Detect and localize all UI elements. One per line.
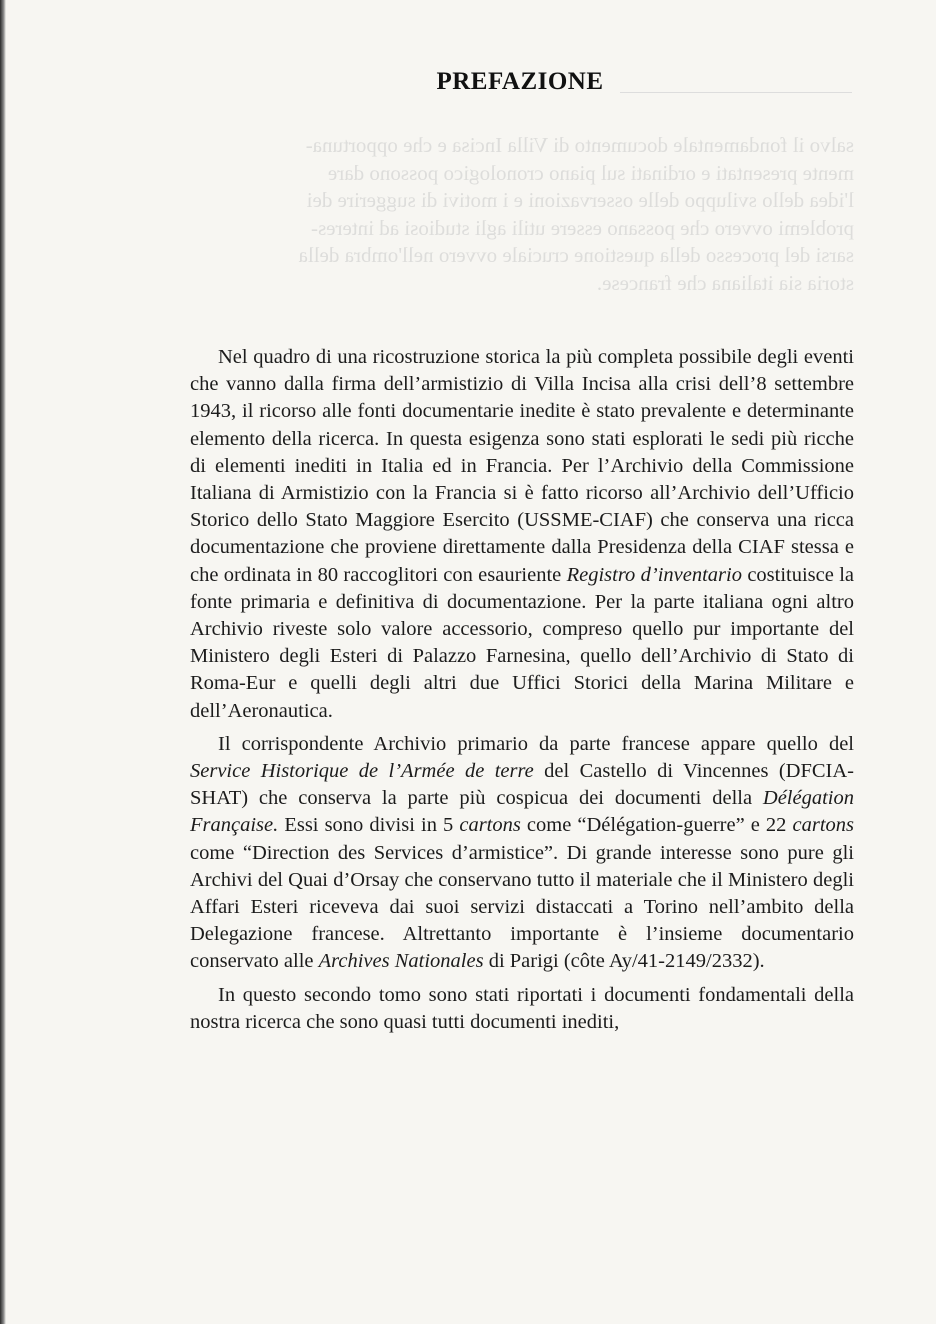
page-title: PREFAZIONE [436, 68, 604, 95]
preface-body [190, 344, 854, 1042]
text-run: costituisce la fonte primaria e definitiva di documentazione. Per la parte italiana ogni altro Archivio riveste solo valore accessorio, compreso quello pur importante del Ministero degli Esteri di Palazzo Farnesina, quello dell’Archivio di Stato di Roma-Eur e quelli degli altri due Uffici Storici della Marina Militare e dell’Aeronautica. [190, 563, 854, 722]
show-through-rule [620, 92, 852, 93]
text-run: In questo secondo tomo sono stati riportati i documenti fondamentali della nostra ricerca che sono quasi tutti documenti inediti, [190, 983, 854, 1033]
paragraph-2 [190, 731, 854, 976]
italic-run: Délégation Française. [190, 787, 854, 837]
text-run: Essi sono divisi in 5 [278, 814, 460, 837]
book-spine-edge [0, 0, 6, 1324]
italic-run: Service Historique de l’Armée de terre [190, 760, 534, 783]
text-run: Nel quadro di una ricostruzione storica la più completa possibile degli eventi che vanno dalla firma dell’armistizio di Villa Incisa alla crisi dell’8 settembre 1943, il ricorso alle fonti documentarie inedite è stato prevalente e determinante elemento della ricerca. In questa esigenza sono stati esplorati le sedi più ricche di elementi inediti in Italia ed in Francia. Per l’Archivio della Commissione Italiana di Armistizio con la Francia si è fatto ricorso all’Archivio dell’Ufficio Storico dello Stato Maggiore Esercito (USSME-CIAF) che conserva una ricca documentazione che proviene direttamente dalla Presidenza della CIAF stessa e che ordinata in 80 raccoglitori con esauriente [190, 346, 854, 586]
text-run: del Castello di Vincennes (DFCIA-SHAT) che conserva la parte più cospicua dei documenti della [190, 760, 854, 810]
paragraph-1 [190, 344, 854, 725]
text-run: di Parigi (côte Ay/41-2149/2332). [483, 950, 765, 973]
italic-run: cartons [459, 814, 521, 837]
text-run: come “Délégation-guerre” e 22 [520, 814, 793, 837]
italic-run: Archives Nationales [318, 950, 484, 973]
italic-run: cartons [792, 814, 854, 837]
italic-run: Registro d’inventario [566, 563, 742, 586]
paragraph-3 [190, 982, 854, 1036]
text-run: come “Direction des Services d’armistice”. Di grande interesse sono pure gli Archivi del Quai d’Orsay che conservano tutto il materiale che il Ministero degli Affari Esteri riceveva dai suoi servizi distaccati a Torino nell’ambito della Delegazione francese. Altrettanto importante è l’insieme documentario conservato alle [190, 841, 854, 973]
text-run: Il corrispondente Archivio primario da parte francese appare quello del [218, 732, 854, 755]
show-through-text: salvo il fondamentale documento di Villa Incisa e che opportuna- mente presentati e ordinati sul piano cronologico possono dare l'idea dello sviluppo delle osservazioni e i motivi di suggerire dei problemi ovvero che possano essere utili agli studiosi ad interes- sarsi del processo della questione cruciale ovvero nell'ombra della storia sia italiana che francese. [298, 133, 854, 295]
